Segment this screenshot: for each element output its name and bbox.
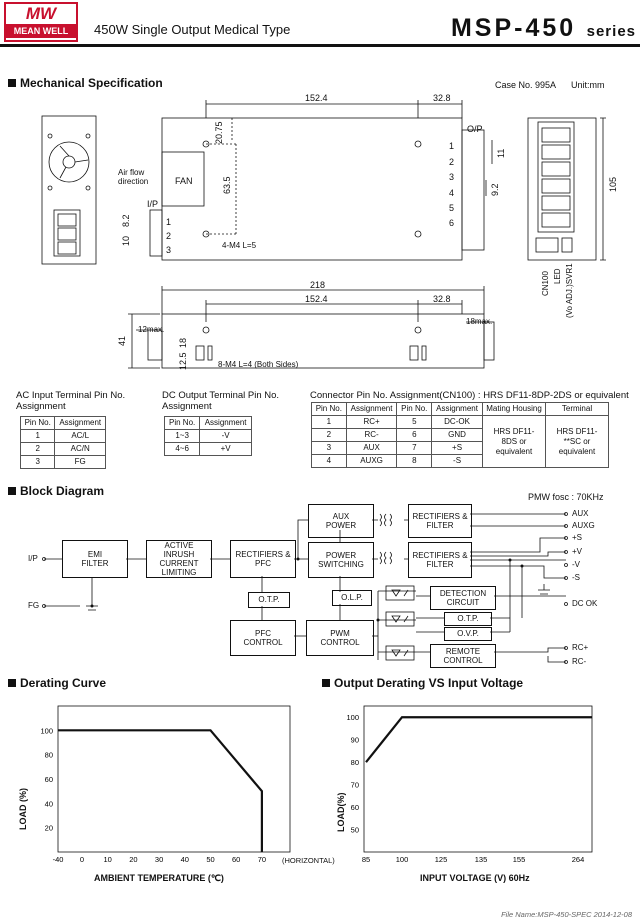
bullet-square [8, 679, 16, 687]
output-aux: AUX [572, 509, 589, 518]
table-row [165, 443, 252, 456]
cell: 7 [397, 442, 432, 455]
col-header: Terminal [546, 403, 609, 416]
derating-x-tick: 50 [206, 855, 215, 864]
series-label: series [586, 23, 636, 40]
col-header: Pin No. [21, 417, 55, 430]
derating-chart [0, 690, 330, 890]
derating-x-tick: 70 [257, 855, 267, 864]
op-pin-4: 4 [449, 188, 455, 198]
cell: AC/L [55, 430, 106, 443]
pwm-freq: PMW fosc : 70KHz [528, 492, 604, 502]
cell: 2 [21, 443, 55, 456]
olp-block [332, 590, 372, 606]
power-switching-label: POWER SWITCHING [318, 551, 364, 569]
output-derating-y-tick: 90 [350, 735, 359, 745]
mating-housing-cell: HRS DF11-8DS or equivalent [483, 416, 546, 468]
block-section-title [8, 484, 104, 498]
emi-filter-label: EMI FILTER [81, 550, 109, 568]
output-derating-section-title [322, 676, 523, 690]
detection-label: DETECTION CIRCUIT [439, 589, 487, 607]
dc-pin-table [164, 416, 252, 456]
col-header: Assignment [200, 417, 252, 430]
derating-horizontal: (HORIZONTAL) [282, 856, 335, 865]
rect-filter1-label: RECTIFIERS & FILTER [412, 512, 468, 530]
remote-ctrl-block [430, 644, 496, 668]
table-header-row [165, 417, 252, 430]
derating-x-tick: 40 [180, 855, 189, 864]
pwm-ctrl-label: PWM CONTROL [320, 629, 360, 647]
derating-y-tick: 20 [44, 823, 53, 833]
dim-63-5: 63.5 [222, 176, 232, 194]
logo-wordmark: MEAN WELL [6, 24, 76, 38]
dim-41: 41 [117, 335, 127, 346]
table-row [165, 430, 252, 443]
derating-ylabel: LOAD (%) [18, 788, 28, 830]
ovp-label: O.V.P. [457, 629, 479, 638]
col-header: Pin No. [397, 403, 432, 416]
pfc-ctrl-block [230, 620, 296, 656]
dim-8-2: 8.2 [121, 214, 131, 227]
cell: AC/N [55, 443, 106, 456]
derating-xlabel: AMBIENT TEMPERATURE (℃) [94, 873, 224, 883]
table-header-row [21, 417, 106, 430]
cell: RC- [346, 429, 397, 442]
derating-y-tick: 60 [44, 775, 53, 784]
output-rc-plus: RC+ [572, 643, 589, 652]
svr1-label: (Vo ADJ.)SVR1 [565, 263, 574, 318]
cell: AUXG [346, 455, 397, 468]
col-header: Assignment [55, 417, 106, 430]
output-derating-y-tick: 50 [350, 825, 359, 835]
output-derating-y-tick: 60 [350, 803, 359, 813]
output-derating-y-tick: 70 [350, 780, 359, 790]
dim-32-8-side: 32.8 [433, 294, 451, 304]
dim-152-4-top: 152.4 [305, 93, 328, 103]
rect-filter2-label: RECTIFIERS & FILTER [412, 551, 468, 569]
dim-12max: 12max. [138, 325, 165, 334]
inrush-block [146, 540, 212, 578]
output-auxg: AUXG [572, 521, 595, 530]
cell: 1~3 [165, 430, 200, 443]
rect-filter1-block [408, 504, 472, 538]
cn100-label: CN100 [541, 271, 550, 296]
otp1-block [248, 592, 290, 608]
col-header: Pin No. [165, 417, 200, 430]
derating-y-tick: 100 [40, 726, 53, 736]
derating-y-tick: 80 [44, 750, 53, 760]
terminal-cell: HRS DF11-**SC or equivalent [546, 416, 609, 468]
otp2-label: O.T.P. [457, 614, 479, 623]
bullet-square [8, 487, 16, 495]
output-derating-xlabel: INPUT VOLTAGE (V) 60Hz [420, 873, 530, 883]
output-minus-v: -V [572, 560, 580, 569]
table-row [21, 430, 106, 443]
op-pin-2: 2 [449, 157, 455, 167]
op-pin-5: 5 [449, 203, 455, 213]
output-derating-x-tick: 264 [571, 855, 585, 864]
model-name: MSP-450 [450, 14, 577, 42]
derating-series-line [58, 730, 262, 852]
cell: +S [432, 442, 483, 455]
op-pin-3: 3 [449, 172, 455, 182]
otp2-block [444, 612, 492, 626]
cell: RC+ [346, 416, 397, 429]
derating-x-tick: 10 [103, 855, 112, 864]
led-label: LED [553, 268, 562, 284]
derating-section-title [8, 676, 106, 690]
fan-label: FAN [175, 176, 193, 186]
cell: 4 [312, 455, 347, 468]
output-derating-y-tick: 100 [346, 713, 359, 723]
output-derating-chart [330, 690, 640, 890]
dim-32-8-top: 32.8 [433, 93, 451, 103]
ip-label-top: I/P [147, 199, 159, 209]
table-row [21, 456, 106, 469]
output-derating-plot-frame [364, 706, 592, 852]
ac-table-title: AC Input Terminal Pin No. Assignment [16, 390, 126, 412]
output-plus-v: +V [572, 547, 583, 556]
cell: 1 [21, 430, 55, 443]
col-header: Assignment [346, 403, 397, 416]
ip-pin-3: 3 [166, 245, 172, 255]
rect-pfc-label: RECTIFIERS & PFC [235, 550, 291, 568]
output-minus-s: -S [572, 573, 580, 582]
cell: GND [432, 429, 483, 442]
rect-pfc-block [230, 540, 296, 578]
otp1-label: O.T.P. [258, 595, 280, 604]
aux-power-label: AUX POWER [325, 512, 357, 530]
ip-pin-2: 2 [166, 231, 172, 241]
bullet-square [8, 79, 16, 87]
op-pin-6: 6 [449, 218, 455, 228]
output-plus-s: +S [572, 533, 583, 542]
output-derating-series-line [366, 717, 592, 762]
header-rule [0, 44, 640, 47]
derating-y-tick: 40 [44, 799, 53, 809]
ip-pin-1: 1 [166, 217, 172, 227]
cell: FG [55, 456, 106, 469]
bullet-square [322, 679, 330, 687]
dim-218: 218 [310, 280, 326, 290]
cell: -V [200, 430, 252, 443]
detection-block [430, 586, 496, 610]
cell: 6 [397, 429, 432, 442]
table-header-row [312, 403, 609, 416]
logo-mark: MW [25, 4, 57, 23]
output-dc-ok: DC OK [572, 599, 598, 608]
dim-18max: 18max. [466, 317, 493, 326]
output-derating-ylabel: LOAD(%) [336, 792, 346, 832]
derating-title-text: Derating Curve [20, 676, 107, 690]
cell: AUX [346, 442, 397, 455]
derating-plot-frame [58, 706, 290, 852]
derating-x-tick: 20 [129, 855, 138, 864]
case-no: Case No. 995A [495, 80, 557, 90]
m4-side-label: 8-M4 L=4 (Both Sides) [218, 360, 299, 369]
block-title-text: Block Diagram [20, 484, 105, 498]
dim-12-5: 12.5 [178, 352, 188, 370]
aux-power-block [308, 504, 374, 538]
ovp-block [444, 627, 492, 641]
remote-ctrl-label: REMOTE CONTROL [443, 647, 483, 665]
doc-title: 450W Single Output Medical Type [94, 22, 291, 37]
output-rc-minus: RC- [572, 657, 587, 666]
col-header: Mating Housing [483, 403, 546, 416]
olp-label: O.L.P. [341, 593, 363, 602]
power-switching-block [308, 542, 374, 578]
op-pin-1: 1 [449, 141, 455, 151]
col-header: Pin No. [312, 403, 347, 416]
mech-title-text: Mechanical Specification [20, 76, 163, 90]
output-derating-x-tick: 85 [361, 855, 371, 864]
derating-x-tick: 0 [79, 855, 85, 864]
output-derating-x-tick: 135 [474, 855, 488, 864]
op-label: O/P [467, 124, 483, 134]
table-row [21, 443, 106, 456]
mechanical-drawing [0, 90, 640, 380]
inrush-label: ACTIVE INRUSH CURRENT LIMITING [159, 541, 199, 577]
cell: 8 [397, 455, 432, 468]
cell: DC-OK [432, 416, 483, 429]
cell: 2 [312, 429, 347, 442]
dim-152-4-side: 152.4 [305, 294, 328, 304]
output-derating-title-text: Output Derating VS Input Voltage [334, 676, 524, 690]
dim-11: 11 [496, 148, 506, 158]
derating-x-tick: 60 [232, 855, 241, 864]
block-fg-label: FG [28, 601, 40, 610]
block-ip-label: I/P [28, 554, 38, 563]
mech-section-title [8, 76, 163, 90]
output-derating-x-tick: 155 [512, 855, 526, 864]
cell: +V [200, 443, 252, 456]
model-number [451, 14, 636, 43]
pfc-ctrl-label: PFC CONTROL [243, 629, 283, 647]
ac-pin-table [20, 416, 106, 469]
connector-pin-table [311, 402, 609, 468]
cell: 5 [397, 416, 432, 429]
output-derating-y-tick: 80 [350, 758, 359, 768]
table-row [312, 416, 609, 429]
cell: 3 [21, 456, 55, 469]
dc-table-title: DC Output Terminal Pin No. Assignment [162, 390, 280, 412]
output-derating-x-tick: 100 [395, 855, 409, 864]
dim-20-75: 20.75 [214, 121, 224, 144]
rect-filter2-block [408, 542, 472, 578]
pwm-ctrl-block [306, 620, 374, 656]
m4-top-label: 4-M4 L=5 [222, 241, 257, 250]
derating-x-tick: 30 [154, 855, 164, 864]
dim-9-2: 9.2 [490, 183, 500, 196]
meanwell-logo [4, 2, 78, 42]
dim-105: 105 [608, 176, 618, 192]
dim-18: 18 [178, 337, 188, 348]
col-header: Assignment [432, 403, 483, 416]
unit-label: Unit:mm [571, 80, 605, 90]
cell: 1 [312, 416, 347, 429]
emi-filter-block [62, 540, 128, 578]
cell: 3 [312, 442, 347, 455]
cell: -S [432, 455, 483, 468]
conn-table-title: Connector Pin No. Assignment(CN100) : HRS DF11-8DP-2DS or equivalent [310, 390, 629, 401]
derating-x-tick: -40 [52, 855, 64, 864]
dim-10: 10 [121, 235, 131, 246]
output-derating-x-tick: 125 [434, 855, 448, 864]
airflow-label: Air flow direction [118, 168, 149, 186]
cell: 4~6 [165, 443, 200, 456]
footer-file-name: File Name:MSP-450-SPEC 2014-12-08 [501, 910, 632, 919]
